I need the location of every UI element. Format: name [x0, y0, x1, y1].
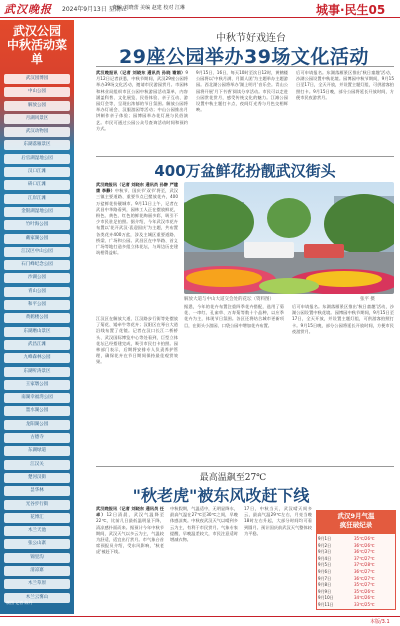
- page-number: 本版/3.1: [370, 619, 390, 625]
- story2-column-1: [96, 182, 178, 312]
- park-list-item: 青山公园: [4, 287, 70, 297]
- story2-column-2: 据悉，今年的花卉布置注重四季花卉搭配，选用了菊花、一串红、孔雀草、万寿菊等数十个品种，以应季花卉为主，体现节日氛围。各区还将结合城市更新项目，在街头小游园、口袋公园中增加花卉布置。: [184, 304, 284, 328]
- story1-kicker: 中秋节好戏连台: [216, 33, 286, 44]
- story2-column-1b: 江汉区在解放大道、江汉路步行街等处摆放了菊花、矮牵牛等花卉；汉阳区在琴台大道沿线布置了花镜。记者在汉口长江二桥桥头、武汉国际博览中心等处看到，巨型立体花坛已经搭建完成，吸引市民打卡拍照。园林部门表示，后期将安排专人负责养护管理，确保花卉在节日期间保持最佳观赏效果。: [96, 316, 178, 365]
- story2-column-3: 后可申请报名。东湖落雁景区推出'秋日童趣'活动，沙湖公园设置中秋花境。园博园中秋节期间，9月15日至17日，全天开放，并设置主题灯组，可供游客拍照打卡。9月15日晚，部分公园将延长开放时间，方便市民夜游赏月。: [292, 304, 394, 334]
- story3-column-1: [96, 506, 164, 612]
- park-list-item: 木兰天池: [4, 526, 70, 536]
- photo-caption: 解放大道与中山大道交会处的花坛（资料图）: [184, 297, 274, 302]
- divider: [96, 66, 394, 67]
- weather-date: 9月2日: [318, 542, 332, 548]
- park-list-item: 竹叶海公园: [4, 220, 70, 230]
- story3-text-1: 12日清晨，武汉气温降至22℃，比前几日最低温明显下降，清凉感扑面而来。据预计今年中秋节期间，武汉天气以多云为主，气温较为舒适，适宜出行赏月。市气象台首席预报员介绍，受东风影响，'秋老虎'被赶下线。: [96, 512, 164, 555]
- park-list-item: 锦里沟: [4, 553, 70, 563]
- weather-date: 9月10日: [318, 595, 334, 601]
- park-list: [4, 74, 70, 606]
- park-list-item: 九峰森林公园: [4, 353, 70, 363]
- story3-column-3: 17日，中秋当天，武汉晴天间多云，最高气温29℃左右，月亮当晚18时左右升起，大部分时间均可看到圆月。预计国庆前武汉天气整体较为平稳。: [244, 506, 312, 536]
- park-list-item: 金银湖湿地公园: [4, 207, 70, 217]
- weather-temperature: 35℃/26℃: [354, 588, 375, 594]
- park-list-item: 沙湖公园: [4, 273, 70, 283]
- park-list-item: 东湖听涛景区: [4, 367, 70, 377]
- weather-date: 9月9日: [318, 588, 332, 594]
- street-flowers-photo: [184, 182, 394, 294]
- weather-temperature: 36℃/27℃: [354, 575, 375, 581]
- park-list-item: 月湖风景区: [4, 114, 70, 124]
- weather-row: [318, 562, 394, 569]
- story3-headline: "秋老虎"被东风改赶下线: [132, 486, 310, 505]
- park-list-item: 汉口江滩: [4, 167, 70, 177]
- story1-column-3: 后可申请报名。东湖落雁景区推出'秋日童趣'活动，沙湖公园设置中秋花境。园博园中秋节期间，9月15日至17日，全天开放，并设置主题灯组，可供游客拍照打卡。9月15日晚，部分公园将延长开放时间，方便市民夜游赏月。: [296, 70, 394, 100]
- weather-temperature: 35℃/27℃: [354, 582, 375, 588]
- park-list-item: 江汉区中山公园: [4, 247, 70, 257]
- page-footer: [0, 616, 400, 626]
- park-list-item: 江岸江滩: [4, 194, 70, 204]
- weather-row: [318, 536, 394, 543]
- weather-date: 9月11日: [318, 602, 334, 607]
- weather-temperature: 37℃/28℃: [354, 562, 375, 568]
- park-list-item: 花博汇: [4, 513, 70, 523]
- weather-date: 9月6日: [318, 569, 332, 574]
- story2-text-1: 中秋节、国庆节'双节'将至，武汉三镇主要道路、重要节点已摆放花卉，400万盆鲜花扮靓城市。9月11日上午，记者在武昌中华路看到，园林工人正在摆放鲜花，粉色、黄色、红色的鲜花绚丽多彩，吸引不少市民驻足拍照。据介绍，今年武汉市花卉布置以'花开武汉·喜迎国庆'为主题，共布置各类花卉400万盆，涉及主城区重要道路、桥梁、广场和公园。武昌区在中华路、首义广场等地打造多组立体花坛，与周边历史建筑相得益彰。: [96, 188, 178, 256]
- story3-column-2: 中秋假期，气温适中，无明显降水，最高气温在27℃至30℃之间，早晚体感凉爽。中秋夜武汉天气以晴到多云为主，有利于市民赏月。气象专家提醒，早晚温差较大，市民注意适时增减衣物。: [170, 506, 238, 543]
- weather-temperature: 36℃/27℃: [354, 549, 375, 555]
- weather-row: [318, 549, 394, 556]
- weather-row: [318, 569, 394, 576]
- park-list-item: 武汉园博园: [4, 74, 70, 84]
- park-list-item: 木兰云雾山: [4, 593, 70, 603]
- weather-row: [318, 602, 394, 609]
- park-list-item: 后官湖湿地公园: [4, 154, 70, 164]
- park-list-item: 古德寺: [4, 433, 70, 443]
- park-list-item: 龙阳湖公园: [4, 420, 70, 430]
- story3-byline: 武汉晚报讯（记者 刘晓东 通讯员 任卓）: [96, 506, 164, 518]
- newspaper-logo: 武汉晚报: [4, 3, 52, 16]
- park-list-item: 戴家湖公园: [4, 234, 70, 244]
- park-list-item: 墨水湖公园: [4, 406, 70, 416]
- story1-headline: 29座公园举办39场文化活动: [119, 46, 369, 68]
- story2-headline: 400万盆鲜花扮靓武汉街头: [154, 162, 336, 180]
- park-list-item: 昙华林: [4, 486, 70, 496]
- weather-temperature: 33℃/25℃: [354, 602, 375, 607]
- park-list-item: 清凉寨: [4, 566, 70, 576]
- park-list-item: 南湖幸福湾公园: [4, 393, 70, 403]
- weather-row: [318, 595, 394, 602]
- park-list-item: 东湖磨山景区: [4, 327, 70, 337]
- weather-box-title: 武汉9月气温 疯狂破纪录: [337, 512, 375, 529]
- park-list-item: 东湖绿道: [4, 446, 70, 456]
- park-list-item: 石门峰纪念公园: [4, 260, 70, 270]
- editor-credits: 责编 刘晓蕾 美编 赵建 校对 江琳: [112, 5, 185, 11]
- park-list-item: 江汉关: [4, 460, 70, 470]
- park-list-item: 楚河汉街: [4, 473, 70, 483]
- weather-date: 9月1日: [318, 536, 332, 541]
- weather-temperature: 34℃/26℃: [354, 595, 375, 601]
- park-list-item: 黄鹤楼公园: [4, 313, 70, 323]
- park-list-item: 和平公园: [4, 300, 70, 310]
- story1-byline: 武汉晚报讯（记者 刘晓东 通讯员 孙晓 谢娟）: [96, 70, 186, 75]
- street-photo-illustration: [184, 182, 394, 294]
- weather-temperature: 35℃/26℃: [354, 536, 375, 541]
- story2-byline: 武汉晚报讯（记者 刘晓东 通讯员 孙翀 严建康 李静）: [96, 182, 178, 194]
- weather-date: 9月4日: [318, 555, 332, 561]
- story3-kicker: 最高温飙至27℃: [199, 473, 267, 483]
- banner-title: 武汉公园 中秋活动菜单: [6, 24, 67, 66]
- park-list-item: 武昌江滩: [4, 340, 70, 350]
- park-list-item: 王家墩公园: [4, 380, 70, 390]
- divider: [96, 156, 394, 157]
- weather-date: 9月5日: [318, 562, 332, 568]
- park-list-item: 解放公园: [4, 101, 70, 111]
- park-list-item: 中山公园: [4, 87, 70, 97]
- weather-row: [318, 582, 394, 589]
- divider: [96, 466, 394, 467]
- photo-credit: 张平 摄: [360, 297, 375, 302]
- park-list-item: 东湖落雁景区: [4, 140, 70, 150]
- park-list-item: 武汉动物园: [4, 127, 70, 137]
- banner-credit: 制图 记者 陈丹: [6, 600, 33, 605]
- story1-column-2: 9月15日、16日，每天10时至次日12时，黄鹤楼公园将以'中秋月满、月圆人团'为主题举办主题游园。西北湖公园将举办'湖上明月'音乐会。青山公园将开展'月下书香'阅读分享活动。市民可以走进公园赏花赏月，感受传统文化的魅力。江滩公园设置中秋主题打卡点，夜间灯光秀与月色交相辉映。: [196, 70, 288, 113]
- story1-text-1: 9月12日记者获悉，中秋节期间，武汉29座公园将举办39场文化活动，邀请市民游园赏月。市园林和林业局组织市区公园中秋游园活动菜单，内容涵盖科普、文化展览、民俗体验、亲子互动、游园灯会等，呈现出浓郁的节日氛围。解放公园将举办灯谜会、汉服游园等活动；中山公园推出月饼制作亲子体验；园博园举办花灯展与民俗演艺。市民可通过公园公众号查询活动时间和预约方式。: [96, 70, 188, 131]
- park-list-item: 木兰草原: [4, 579, 70, 589]
- weather-date: 9月8日: [318, 582, 332, 588]
- weather-temperature: 36℃/26℃: [354, 542, 375, 548]
- weather-temperature: 36℃/27℃: [354, 569, 375, 574]
- section-title: 城事·民生05: [316, 3, 386, 17]
- weather-date: 9月3日: [318, 549, 332, 555]
- park-list-item: 光谷步行街: [4, 500, 70, 510]
- issue-date: 2024年9月13日 星期五: [62, 6, 127, 13]
- park-list-item: 张公山寨: [4, 539, 70, 549]
- weather-date: 9月7日: [318, 575, 332, 581]
- story1-column-1: [96, 70, 188, 162]
- park-list-item: 硚口江滩: [4, 180, 70, 190]
- weather-temperature: 37℃/27℃: [354, 555, 375, 561]
